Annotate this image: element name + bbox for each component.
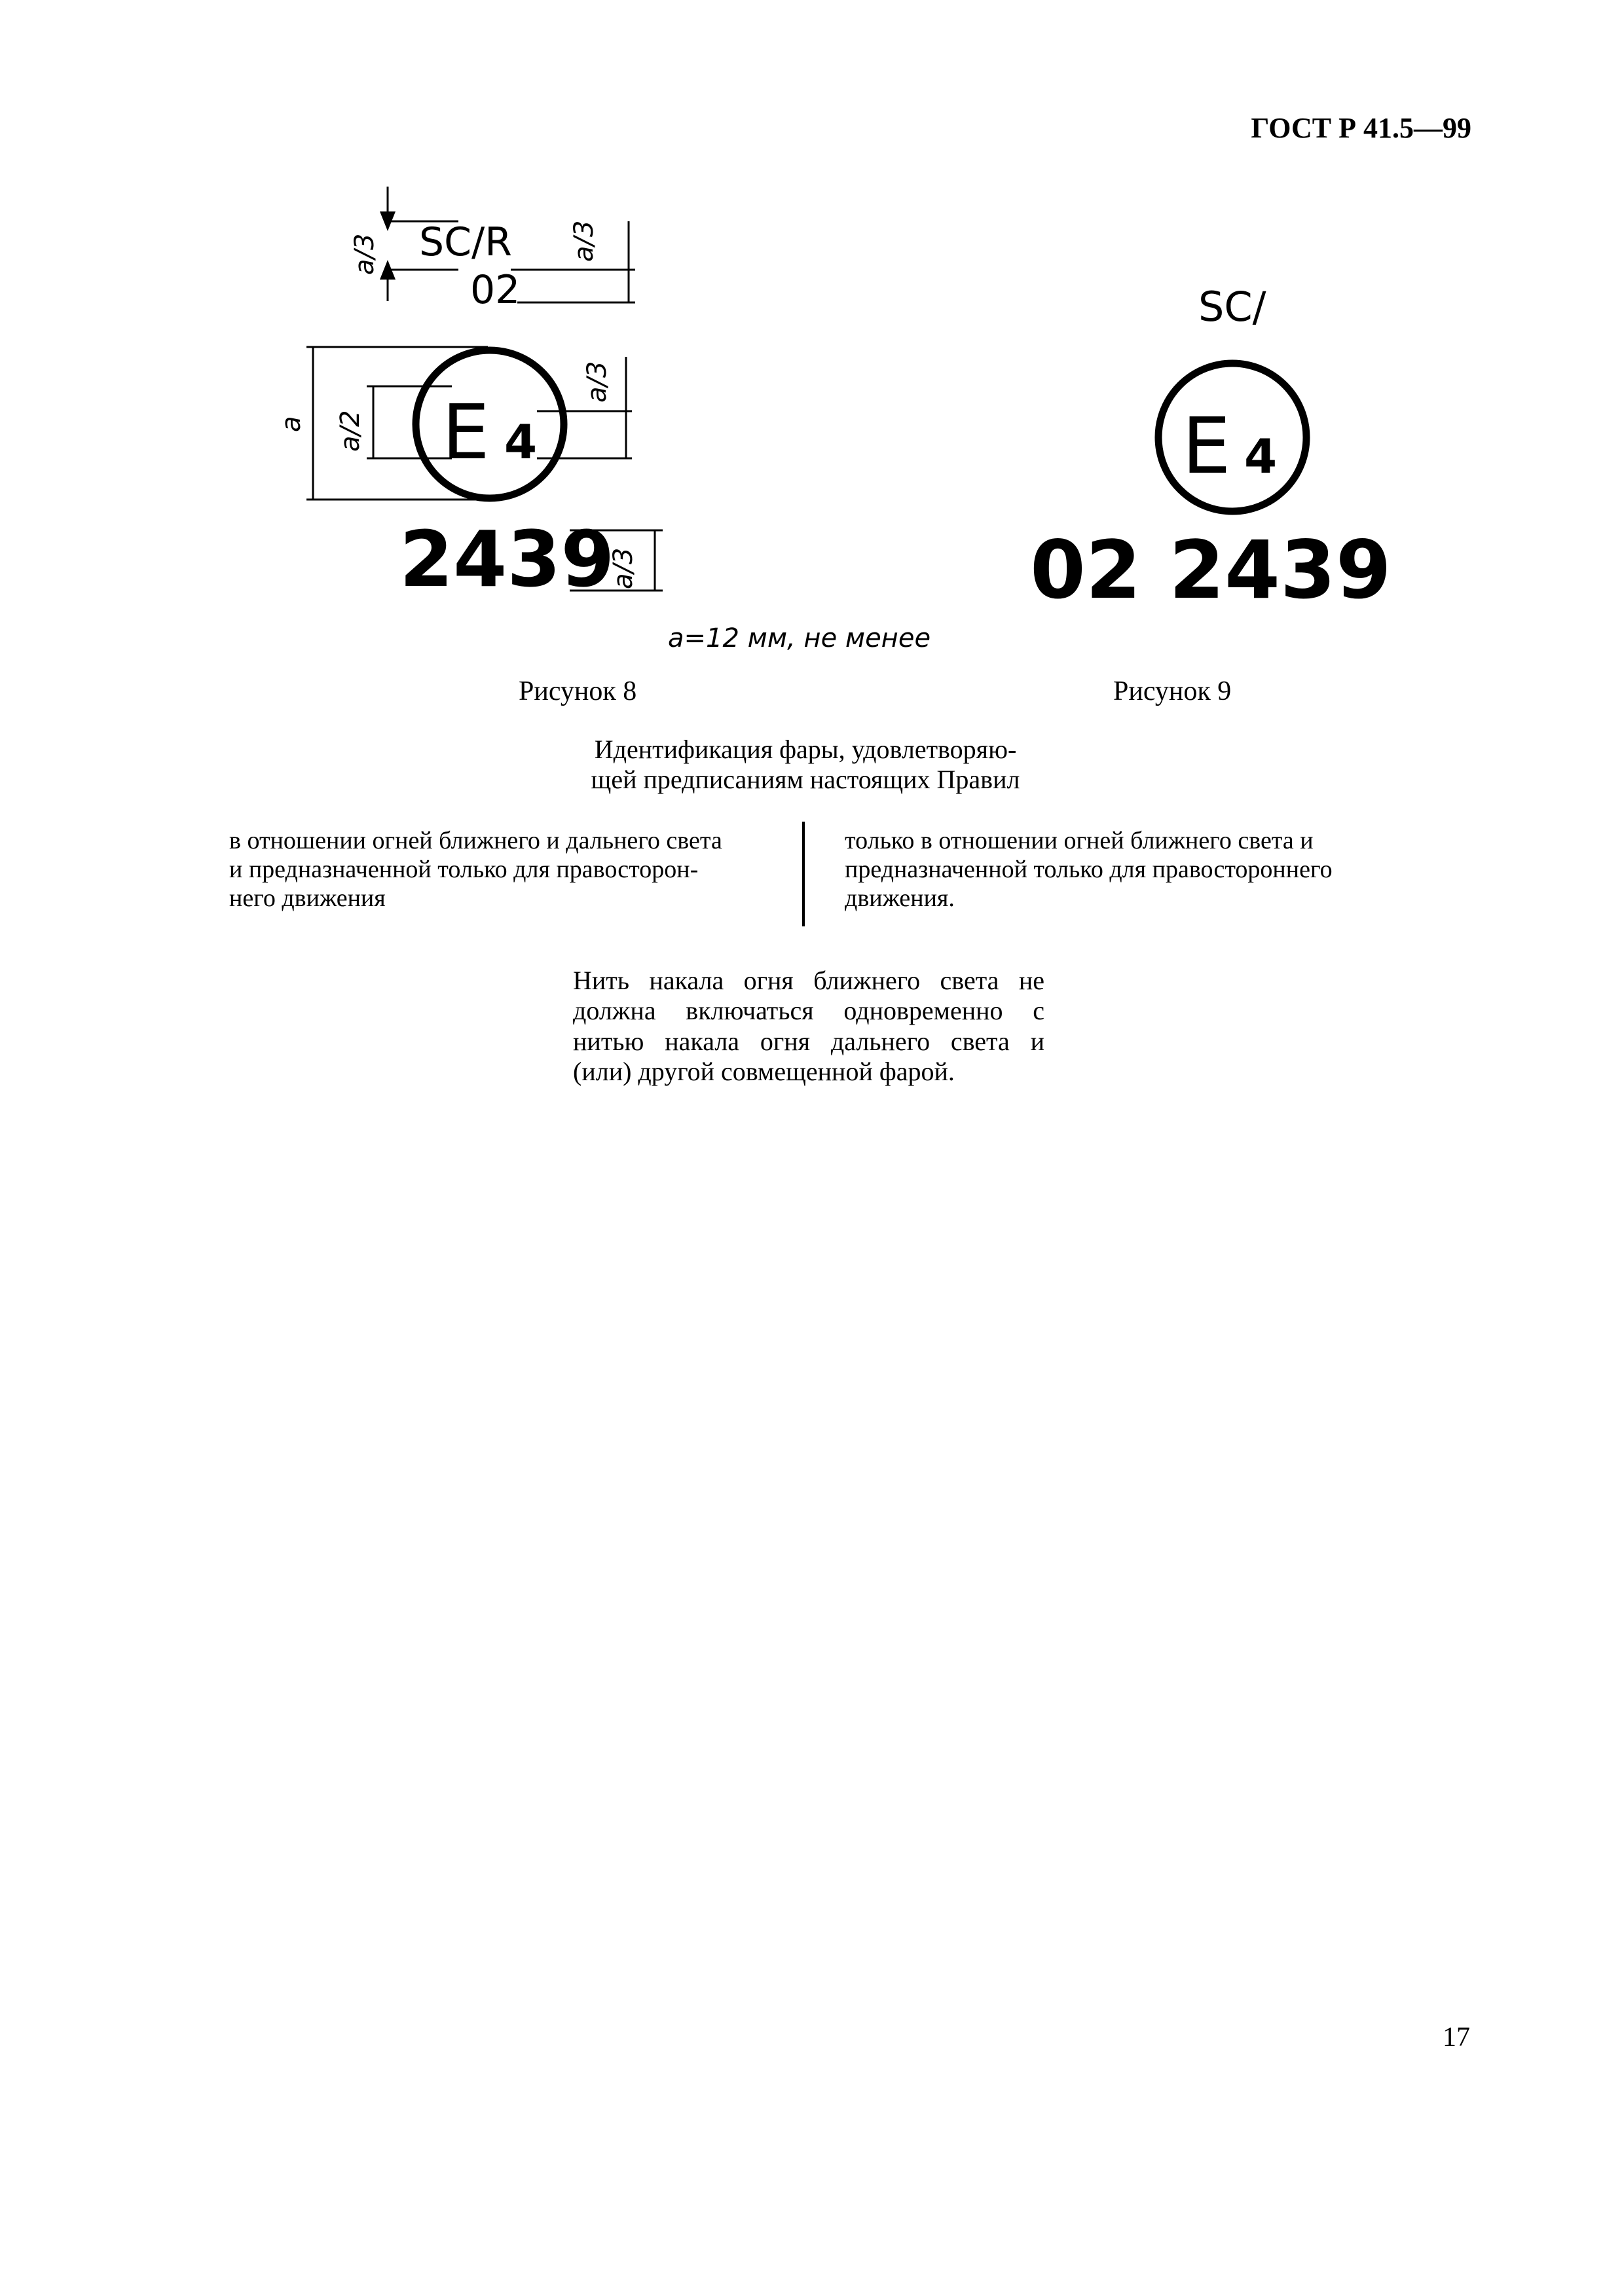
fig9-marking-top: SC/ (1198, 283, 1266, 331)
identification-heading (537, 735, 1074, 795)
left-column-text (229, 826, 766, 913)
fig8-dim-label-a3-bottom: a/3 (608, 547, 638, 589)
note-line: (или) другой совмещенной фарой. (573, 1057, 955, 1087)
figure-8 (276, 187, 663, 604)
right-column-text (845, 826, 1388, 913)
figure-9-caption: Рисунок 9 (1113, 676, 1232, 706)
identification-heading-line: щей предписаниям настоящих Правил (591, 765, 1020, 795)
fig8-country-letter: E (442, 389, 490, 477)
identification-heading-line: Идентификация фары, удовлетворяю- (594, 735, 1017, 764)
note-line: Нить накала огня ближнего света не (573, 966, 1044, 995)
right-column-line: движения. (845, 884, 955, 913)
fig8-marking-top: SC/R (419, 219, 512, 265)
dimension-note: a=12 мм, не менее (668, 623, 931, 653)
note-line: нитью накала огня дальнего света и (573, 1026, 1044, 1056)
filament-note (573, 966, 1044, 1087)
fig8-country-number: 4 (504, 414, 538, 469)
left-column-line: в отношении огней ближнего и дальнего света (229, 827, 722, 854)
fig8-dim-label-a3-left: a/3 (350, 233, 380, 275)
figure-9 (1030, 283, 1392, 617)
fig8-dim-label-a2: a/2 (335, 410, 365, 452)
note-line: должна включаться одновременно с (573, 996, 1044, 1026)
fig8-approval-circle (416, 350, 564, 498)
fig8-dim-label-a: a (276, 416, 306, 432)
fig8-dim-label-a3-top: a/3 (569, 220, 599, 262)
document-code: ГОСТ Р 41.5—99 (1251, 112, 1471, 144)
fig8-dim-label-a3-circle: a/3 (582, 361, 612, 403)
fig9-country-letter: E (1182, 401, 1231, 491)
fig8-approval-number: 2439 (399, 514, 615, 604)
fig9-approval-circle (1158, 363, 1306, 511)
right-column-line: только в отношении огней ближнего света и (845, 827, 1314, 854)
left-column-line: и предназначенной только для правосторон- (229, 856, 699, 884)
fig8-marking-mid: 02 (470, 267, 521, 313)
fig9-approval-number: 02 2439 (1030, 524, 1392, 617)
page-number: 17 (1443, 2022, 1470, 2052)
fig9-country-number: 4 (1244, 429, 1278, 484)
right-column-line: предназначенной только для правостороннего (845, 856, 1333, 884)
column-divider (802, 822, 805, 926)
figure-8-caption: Рисунок 8 (519, 676, 637, 706)
left-column-line: него движения (229, 884, 386, 913)
